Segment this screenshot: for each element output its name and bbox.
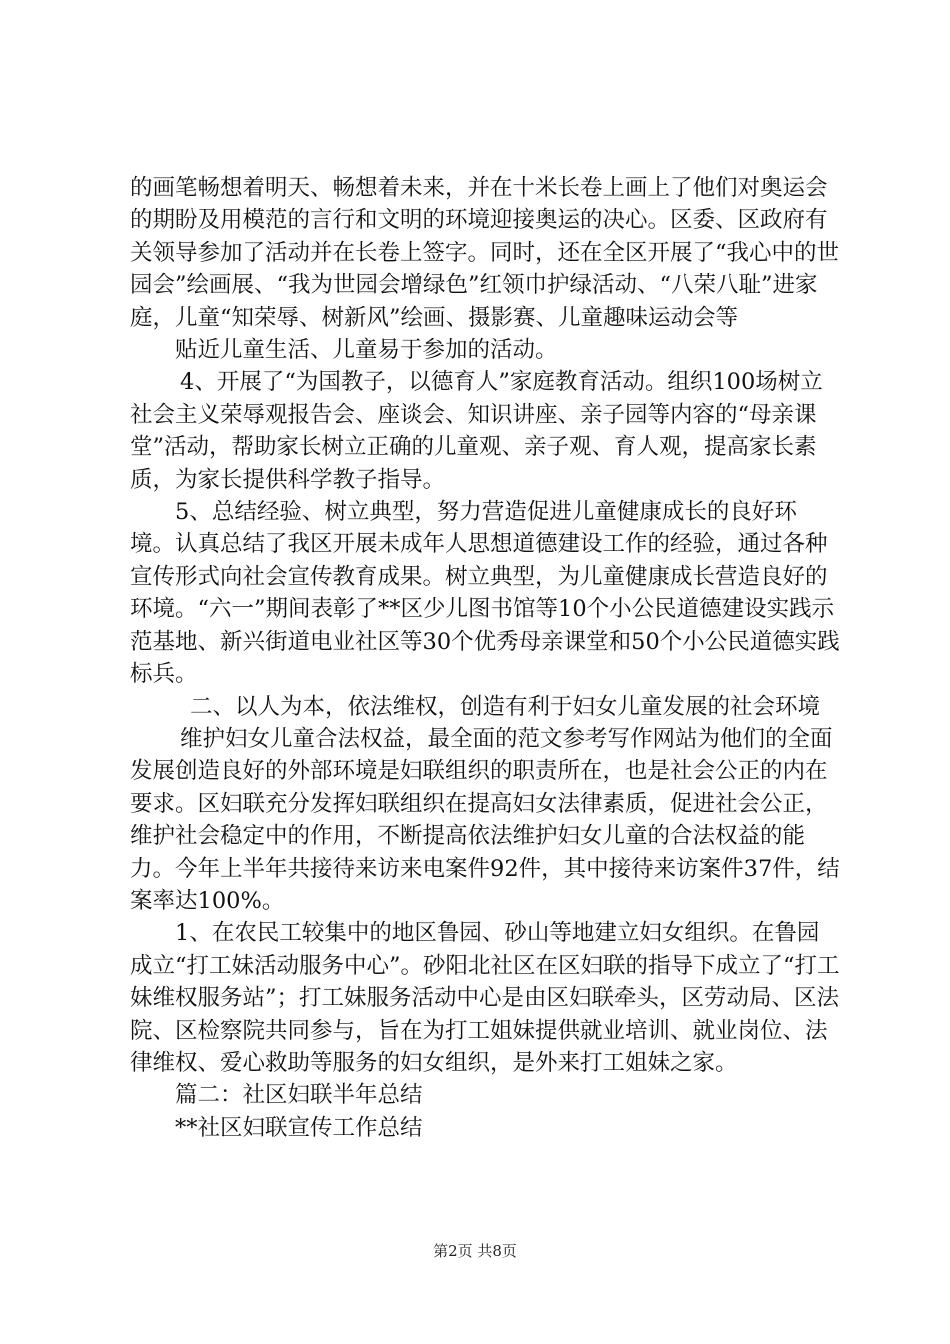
document-body [130, 172, 840, 1144]
section-heading-2: 二、以人为本，依法维权，创造有利于妇女儿童发展的社会环境 [190, 693, 821, 720]
paragraph-rights-protection: 维护妇女儿童合法权益，最全面的范文参考写作网站为他们的全面发展创造良好的外部环境是妇联组织的职责所在，也是社会公正的内在要求。区妇联充分发挥妇联组织在提高妇女法律素质，促进社会公正，维护社会稳定中的作用，不断提高依法维护妇女儿童的合法权益的能力。今年上半年共接待来访来电案件92件，其中接待来访案件37件，结案率达100%。 [130, 725, 840, 914]
chapter-heading: 篇二：社区妇联半年总结 [175, 1082, 423, 1109]
page-footer: 第2页 共8页 [433, 1242, 517, 1260]
paragraph-item-4: 4、开展了“为国教子，以德育人”家庭教育活动。组织100场树立社会主义荣辱观报告会、座谈会、知识讲座、亲子园等内容的“母亲课堂”活动，帮助家长树立正确的儿童观、亲子观、育人观，提高家长素质，为家长提供科学教子指导。 [130, 369, 823, 493]
paragraph-activities-note: 贴近儿童生活、儿童易于参加的活动。 [175, 337, 558, 364]
document-subtitle: **社区妇联宣传工作总结 [175, 1114, 423, 1141]
paragraph-item-1: 1、在农民工较集中的地区鲁园、砂山等地建立妇女组织。在鲁园成立“打工妹活动服务中心”。砂阳北社区在区妇联的指导下成立了“打工妹维权服务站”；打工妹服务活动中心是由区妇联牵头，区劳动局、区法院、区检察院共同参与，旨在为打工姐妹提供就业培训、就业岗位、法律维权、爱心救助等服务的妇女组织，是外来打工姐妹之家。 [130, 920, 840, 1076]
paragraph-continuation: 的画笔畅想着明天、畅想着未来，并在十米长卷上画上了他们对奥运会的期盼及用模范的言行和文明的环境迎接奥运的决心。区委、区政府有关领导参加了活动并在长卷上签字。同时，还在全区开展了“我心中的世园会”绘画展、“我为世园会增绿色”红领巾护绿活动、“八荣八耻”进家庭，儿童“知荣辱、树新风”绘画、摄影赛、儿童趣味运动会等 [130, 175, 840, 331]
paragraph-item-5: 5、总结经验、树立典型，努力营造促进儿童健康成长的良好环境。认真总结了我区开展未成年人思想道德建设工作的经验，通过各种宣传形式向社会宣传教育成果。树立典型，为儿童健康成长营造良好的环境。“六一”期间表彰了**区少儿图书馆等10个小公民道德建设实践示范基地、新兴街道电业社区等30个优秀母亲课堂和50个小公民道德实践标兵。 [130, 499, 840, 688]
